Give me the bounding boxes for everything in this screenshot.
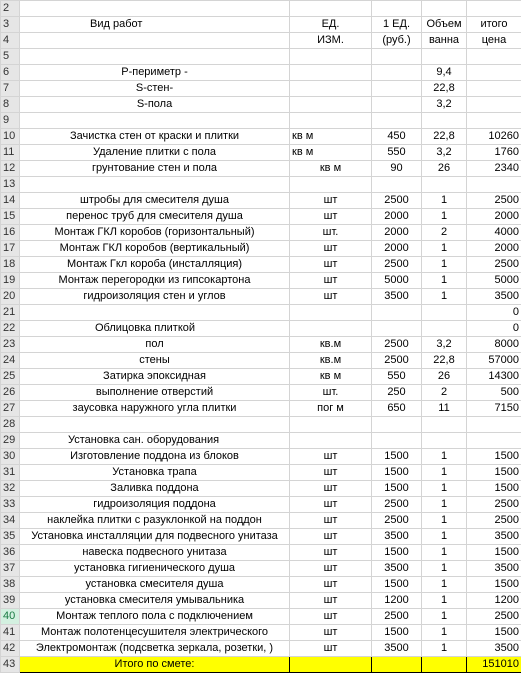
- cell-volume[interactable]: 1: [422, 609, 467, 625]
- row-header[interactable]: 26: [1, 385, 20, 401]
- cell-unit[interactable]: шт: [290, 513, 372, 529]
- cell-unit[interactable]: пог м: [290, 401, 372, 417]
- cell-work-type[interactable]: Монтаж теплого пола с подключением: [20, 609, 290, 625]
- cell-work-type[interactable]: заусовка наружного угла плитки: [20, 401, 290, 417]
- cell-volume[interactable]: [422, 305, 467, 321]
- cell-total-price[interactable]: 3500: [467, 561, 521, 577]
- cell-unit-price[interactable]: [372, 433, 422, 449]
- cell-unit-price[interactable]: 550: [372, 369, 422, 385]
- table-row: [1, 225, 521, 241]
- cell-volume[interactable]: 1: [422, 209, 467, 225]
- cell-work-type[interactable]: Затирка эпоксидная: [20, 369, 290, 385]
- row-header[interactable]: 7: [1, 81, 20, 97]
- cell-unit[interactable]: [290, 113, 372, 129]
- cell-unit-price[interactable]: 1500: [372, 545, 422, 561]
- cell-total-price[interactable]: 2000: [467, 241, 521, 257]
- row-header[interactable]: 38: [1, 577, 20, 593]
- table-row: [1, 321, 521, 337]
- cell-volume[interactable]: 1: [422, 449, 467, 465]
- row-header[interactable]: 35: [1, 529, 20, 545]
- cell-total-price[interactable]: 3500: [467, 641, 521, 657]
- cell-volume[interactable]: 1: [422, 529, 467, 545]
- cell-unit-price[interactable]: (руб.): [372, 33, 422, 49]
- cell-unit[interactable]: ИЗМ.: [290, 33, 372, 49]
- cell-unit[interactable]: шт: [290, 497, 372, 513]
- cell-work-type[interactable]: выполнение отверстий: [20, 385, 290, 401]
- cell-unit-price[interactable]: [372, 657, 422, 673]
- cell-volume[interactable]: 1: [422, 577, 467, 593]
- cell-volume[interactable]: 1: [422, 513, 467, 529]
- table-row: [1, 561, 521, 577]
- cell-unit-price[interactable]: 2500: [372, 337, 422, 353]
- row-header[interactable]: 24: [1, 353, 20, 369]
- cell-total-price[interactable]: [467, 417, 521, 433]
- row-header[interactable]: 25: [1, 369, 20, 385]
- cell-unit-price[interactable]: 3500: [372, 529, 422, 545]
- cell-unit[interactable]: шт: [290, 593, 372, 609]
- cell-unit[interactable]: шт: [290, 529, 372, 545]
- cell-total-price[interactable]: цена: [467, 33, 521, 49]
- cell-total-price[interactable]: итого: [467, 17, 521, 33]
- cell-volume[interactable]: 1: [422, 545, 467, 561]
- cell-total-price[interactable]: 10260: [467, 129, 521, 145]
- cell-volume[interactable]: 1: [422, 289, 467, 305]
- row-header[interactable]: 9: [1, 113, 20, 129]
- cell-volume[interactable]: 1: [422, 257, 467, 273]
- table-row: [1, 465, 521, 481]
- cell-unit-price[interactable]: [372, 177, 422, 193]
- table-row: [1, 129, 521, 145]
- table-row: [1, 193, 521, 209]
- row-header[interactable]: 12: [1, 161, 20, 177]
- cell-unit[interactable]: [290, 65, 372, 81]
- cell-unit-price[interactable]: 2000: [372, 241, 422, 257]
- cell-work-type[interactable]: Вид работ: [20, 17, 290, 33]
- row-header[interactable]: 20: [1, 289, 20, 305]
- cell-unit-price[interactable]: 2500: [372, 609, 422, 625]
- cell-total-price[interactable]: [467, 49, 521, 65]
- cell-total-price[interactable]: [467, 177, 521, 193]
- cell-unit-price[interactable]: 1200: [372, 593, 422, 609]
- cell-unit-price[interactable]: 1 ЕД.: [372, 17, 422, 33]
- row-header[interactable]: 34: [1, 513, 20, 529]
- cell-volume[interactable]: 3,2: [422, 337, 467, 353]
- cell-work-type[interactable]: [20, 417, 290, 433]
- table-row: [1, 97, 521, 113]
- cell-unit[interactable]: ЕД.: [290, 17, 372, 33]
- row-header[interactable]: 32: [1, 481, 20, 497]
- cell-volume[interactable]: [422, 177, 467, 193]
- cell-work-type[interactable]: Монтаж перегородки из гипсокартона: [20, 273, 290, 289]
- cell-unit[interactable]: [290, 417, 372, 433]
- cell-volume[interactable]: [422, 113, 467, 129]
- row-header[interactable]: 37: [1, 561, 20, 577]
- cell-total-price[interactable]: 1760: [467, 145, 521, 161]
- cell-unit-price[interactable]: 90: [372, 161, 422, 177]
- row-header[interactable]: 18: [1, 257, 20, 273]
- cell-unit[interactable]: шт: [290, 449, 372, 465]
- cell-unit-price[interactable]: 2500: [372, 497, 422, 513]
- cell-volume[interactable]: 1: [422, 241, 467, 257]
- table-row: [1, 385, 521, 401]
- table-row: [1, 353, 521, 369]
- table-row: [1, 1, 521, 17]
- cell-unit-price[interactable]: 1500: [372, 625, 422, 641]
- cell-total-price[interactable]: [467, 1, 521, 17]
- cell-work-type[interactable]: установка гигиенического душа: [20, 561, 290, 577]
- table-row: [1, 65, 521, 81]
- row-header[interactable]: 2: [1, 1, 20, 17]
- cell-total-price[interactable]: 3500: [467, 289, 521, 305]
- row-header[interactable]: 13: [1, 177, 20, 193]
- table-row: [1, 177, 521, 193]
- cell-unit-price[interactable]: 2000: [372, 225, 422, 241]
- cell-unit-price[interactable]: 1500: [372, 481, 422, 497]
- table-row: [1, 641, 521, 657]
- cell-work-type[interactable]: Р-периметр -: [20, 65, 290, 81]
- cell-unit[interactable]: [290, 305, 372, 321]
- cell-unit[interactable]: шт: [290, 481, 372, 497]
- cell-volume[interactable]: [422, 321, 467, 337]
- cell-unit-price[interactable]: 3500: [372, 641, 422, 657]
- cell-unit-price[interactable]: 550: [372, 145, 422, 161]
- cell-volume[interactable]: 1: [422, 497, 467, 513]
- cell-volume[interactable]: 22,8: [422, 353, 467, 369]
- table-row: [1, 113, 521, 129]
- row-header[interactable]: 28: [1, 417, 20, 433]
- cell-volume[interactable]: 3,2: [422, 97, 467, 113]
- cell-work-type[interactable]: установка смесителя душа: [20, 577, 290, 593]
- cell-total-price[interactable]: 1500: [467, 577, 521, 593]
- table-row: [1, 81, 521, 97]
- cell-volume[interactable]: 26: [422, 161, 467, 177]
- cell-total-price[interactable]: 0: [467, 305, 521, 321]
- cell-unit[interactable]: кв м: [290, 145, 372, 161]
- cell-unit-price[interactable]: [372, 97, 422, 113]
- cell-unit[interactable]: кв м: [290, 161, 372, 177]
- cell-unit[interactable]: кв м: [290, 369, 372, 385]
- table-row: [1, 513, 521, 529]
- cell-total-price[interactable]: 57000: [467, 353, 521, 369]
- cell-volume[interactable]: [422, 1, 467, 17]
- cell-unit-price[interactable]: 2000: [372, 209, 422, 225]
- cell-volume[interactable]: 2: [422, 225, 467, 241]
- cell-volume[interactable]: 1: [422, 641, 467, 657]
- cell-volume[interactable]: Объем: [422, 17, 467, 33]
- cell-volume[interactable]: 1: [422, 561, 467, 577]
- cell-unit-price[interactable]: [372, 321, 422, 337]
- table-row: [1, 449, 521, 465]
- table-row: [1, 609, 521, 625]
- cell-total-price[interactable]: 1500: [467, 449, 521, 465]
- cell-total-price[interactable]: [467, 433, 521, 449]
- cell-unit-price[interactable]: 2500: [372, 353, 422, 369]
- cell-volume[interactable]: 11: [422, 401, 467, 417]
- cell-volume[interactable]: [422, 657, 467, 673]
- cell-work-type[interactable]: гидроизоляция стен и углов: [20, 289, 290, 305]
- cell-unit[interactable]: кв.м: [290, 337, 372, 353]
- cell-volume[interactable]: 22,8: [422, 129, 467, 145]
- cell-work-type[interactable]: наклейка плитки с разуклонкой на поддон: [20, 513, 290, 529]
- cell-total-price[interactable]: 5000: [467, 273, 521, 289]
- cell-unit[interactable]: шт: [290, 257, 372, 273]
- row-header[interactable]: 30: [1, 449, 20, 465]
- cell-unit[interactable]: [290, 49, 372, 65]
- cell-unit[interactable]: шт: [290, 241, 372, 257]
- cell-volume[interactable]: ванна: [422, 33, 467, 49]
- cell-unit[interactable]: [290, 97, 372, 113]
- cell-total-price[interactable]: 151010: [467, 657, 521, 673]
- cell-unit-price[interactable]: [372, 113, 422, 129]
- row-header[interactable]: 14: [1, 193, 20, 209]
- row-header[interactable]: 10: [1, 129, 20, 145]
- cell-unit[interactable]: шт.: [290, 225, 372, 241]
- cell-total-price[interactable]: 1500: [467, 625, 521, 641]
- cell-unit[interactable]: кв м: [290, 129, 372, 145]
- row-header[interactable]: 16: [1, 225, 20, 241]
- cell-work-type[interactable]: [20, 177, 290, 193]
- cell-total-price[interactable]: 1500: [467, 465, 521, 481]
- row-header[interactable]: 40: [1, 609, 20, 625]
- cell-work-type[interactable]: перенос труб для смесителя душа: [20, 209, 290, 225]
- row-header[interactable]: 11: [1, 145, 20, 161]
- cell-total-price[interactable]: 1200: [467, 593, 521, 609]
- cell-total-price[interactable]: 500: [467, 385, 521, 401]
- cell-total-price[interactable]: 3500: [467, 529, 521, 545]
- cell-work-type[interactable]: Облицовка плиткой: [20, 321, 290, 337]
- cell-volume[interactable]: 2: [422, 385, 467, 401]
- cell-unit[interactable]: [290, 1, 372, 17]
- cell-work-type[interactable]: установка смесителя умывальника: [20, 593, 290, 609]
- cell-work-type[interactable]: Удаление плитки с пола: [20, 145, 290, 161]
- table-row: [1, 593, 521, 609]
- cell-work-type[interactable]: гидроизоляция поддона: [20, 497, 290, 513]
- row-header[interactable]: 5: [1, 49, 20, 65]
- spreadsheet-body: [1, 1, 521, 673]
- cell-total-price[interactable]: 1500: [467, 545, 521, 561]
- cell-volume[interactable]: 26: [422, 369, 467, 385]
- table-row: [1, 257, 521, 273]
- cell-work-type[interactable]: Установка трапа: [20, 465, 290, 481]
- cell-unit-price[interactable]: 5000: [372, 273, 422, 289]
- table-row: [1, 209, 521, 225]
- cell-total-price[interactable]: 1500: [467, 481, 521, 497]
- row-header[interactable]: 15: [1, 209, 20, 225]
- cell-total-price[interactable]: [467, 97, 521, 113]
- cell-work-type[interactable]: Установка инсталляции для подвесного унитаза: [20, 529, 290, 545]
- table-row: [1, 657, 521, 673]
- cell-volume[interactable]: 3,2: [422, 145, 467, 161]
- cell-work-type[interactable]: [20, 305, 290, 321]
- cell-work-type[interactable]: штробы для смесителя душа: [20, 193, 290, 209]
- cell-volume[interactable]: 1: [422, 193, 467, 209]
- cell-total-price[interactable]: 8000: [467, 337, 521, 353]
- cell-work-type[interactable]: Монтаж полотенцесушителя электрического: [20, 625, 290, 641]
- table-row: [1, 273, 521, 289]
- cell-work-type[interactable]: [20, 1, 290, 17]
- row-header[interactable]: 31: [1, 465, 20, 481]
- cell-volume[interactable]: [422, 433, 467, 449]
- row-header[interactable]: 19: [1, 273, 20, 289]
- cell-unit-price[interactable]: [372, 81, 422, 97]
- cell-unit-price[interactable]: [372, 65, 422, 81]
- cell-unit[interactable]: шт: [290, 625, 372, 641]
- cell-volume[interactable]: 9,4: [422, 65, 467, 81]
- row-header[interactable]: 33: [1, 497, 20, 513]
- cell-unit[interactable]: шт: [290, 465, 372, 481]
- cell-work-type[interactable]: Зачистка стен от краски и плитки: [20, 129, 290, 145]
- cell-total-price[interactable]: [467, 65, 521, 81]
- cell-unit[interactable]: [290, 657, 372, 673]
- cell-work-type[interactable]: Установка сан. оборудования: [20, 433, 290, 449]
- cell-total-price[interactable]: 2500: [467, 497, 521, 513]
- table-row: [1, 241, 521, 257]
- cell-unit[interactable]: шт: [290, 209, 372, 225]
- row-header[interactable]: 29: [1, 433, 20, 449]
- cell-total-price[interactable]: 0: [467, 321, 521, 337]
- table-row: [1, 305, 521, 321]
- cell-unit-price[interactable]: 3500: [372, 561, 422, 577]
- cell-total-price[interactable]: 2500: [467, 513, 521, 529]
- cell-work-type[interactable]: стены: [20, 353, 290, 369]
- cell-volume[interactable]: [422, 49, 467, 65]
- row-header[interactable]: 6: [1, 65, 20, 81]
- cell-total-price[interactable]: [467, 113, 521, 129]
- cell-work-type[interactable]: Монтаж Гкл короба (инсталляция): [20, 257, 290, 273]
- row-header[interactable]: 43: [1, 657, 20, 673]
- table-row: [1, 33, 521, 49]
- table-row: [1, 161, 521, 177]
- cell-volume[interactable]: 1: [422, 273, 467, 289]
- cell-total-price[interactable]: 2500: [467, 257, 521, 273]
- row-header[interactable]: 3: [1, 17, 20, 33]
- cell-unit-price[interactable]: 1500: [372, 449, 422, 465]
- cell-unit-price[interactable]: 650: [372, 401, 422, 417]
- cell-work-type[interactable]: [20, 113, 290, 129]
- row-header[interactable]: 17: [1, 241, 20, 257]
- table-row: [1, 289, 521, 305]
- cell-total-price[interactable]: 4000: [467, 225, 521, 241]
- cell-work-type[interactable]: Итого по смете:: [20, 657, 290, 673]
- cell-unit[interactable]: шт: [290, 545, 372, 561]
- cell-unit-price[interactable]: [372, 305, 422, 321]
- table-row: [1, 577, 521, 593]
- cell-unit[interactable]: кв.м: [290, 353, 372, 369]
- cell-unit-price[interactable]: 1500: [372, 577, 422, 593]
- cell-volume[interactable]: 1: [422, 625, 467, 641]
- table-row: [1, 401, 521, 417]
- cell-work-type[interactable]: Заливка поддона: [20, 481, 290, 497]
- table-row: [1, 337, 521, 353]
- table-row: [1, 433, 521, 449]
- table-row: [1, 545, 521, 561]
- row-header[interactable]: 8: [1, 97, 20, 113]
- cell-unit[interactable]: [290, 321, 372, 337]
- cell-unit[interactable]: шт: [290, 609, 372, 625]
- table-row: [1, 497, 521, 513]
- cell-unit-price[interactable]: 1500: [372, 465, 422, 481]
- cell-work-type[interactable]: [20, 49, 290, 65]
- cell-total-price[interactable]: 14300: [467, 369, 521, 385]
- cell-unit[interactable]: шт: [290, 561, 372, 577]
- row-header[interactable]: 42: [1, 641, 20, 657]
- table-row: [1, 145, 521, 161]
- cell-unit[interactable]: [290, 177, 372, 193]
- row-header[interactable]: 21: [1, 305, 20, 321]
- cell-volume[interactable]: [422, 417, 467, 433]
- cell-unit[interactable]: шт: [290, 289, 372, 305]
- cell-unit[interactable]: шт: [290, 273, 372, 289]
- cell-volume[interactable]: 1: [422, 465, 467, 481]
- cell-work-type[interactable]: [20, 33, 290, 49]
- cell-volume[interactable]: 1: [422, 481, 467, 497]
- cell-total-price[interactable]: 2500: [467, 193, 521, 209]
- table-row: [1, 481, 521, 497]
- row-header[interactable]: 23: [1, 337, 20, 353]
- table-row: [1, 529, 521, 545]
- cell-unit[interactable]: [290, 81, 372, 97]
- cell-work-type[interactable]: навеска подвесного унитаза: [20, 545, 290, 561]
- cell-unit[interactable]: шт: [290, 641, 372, 657]
- table-row: [1, 49, 521, 65]
- cell-unit[interactable]: шт.: [290, 385, 372, 401]
- row-header[interactable]: 39: [1, 593, 20, 609]
- cell-total-price[interactable]: 2000: [467, 209, 521, 225]
- cell-unit-price[interactable]: 2500: [372, 513, 422, 529]
- cell-unit[interactable]: [290, 433, 372, 449]
- table-row: [1, 17, 521, 33]
- cell-work-type[interactable]: Изготовление поддона из блоков: [20, 449, 290, 465]
- cell-volume[interactable]: 1: [422, 593, 467, 609]
- row-header[interactable]: 4: [1, 33, 20, 49]
- table-row: [1, 417, 521, 433]
- cell-total-price[interactable]: 7150: [467, 401, 521, 417]
- table-row: [1, 625, 521, 641]
- cell-unit-price[interactable]: 250: [372, 385, 422, 401]
- row-header[interactable]: 36: [1, 545, 20, 561]
- cell-unit-price[interactable]: [372, 49, 422, 65]
- cell-unit[interactable]: шт: [290, 577, 372, 593]
- cell-unit[interactable]: шт: [290, 193, 372, 209]
- cell-work-type[interactable]: S-пола: [20, 97, 290, 113]
- cell-work-type[interactable]: Электромонтаж (подсветка зеркала, розетки, ): [20, 641, 290, 657]
- cell-total-price[interactable]: 2500: [467, 609, 521, 625]
- cell-unit-price[interactable]: 2500: [372, 193, 422, 209]
- cell-work-type[interactable]: Монтаж ГКЛ коробов (вертикальный): [20, 241, 290, 257]
- cell-total-price[interactable]: [467, 81, 521, 97]
- cell-unit-price[interactable]: 2500: [372, 257, 422, 273]
- row-header[interactable]: 41: [1, 625, 20, 641]
- cell-unit-price[interactable]: [372, 417, 422, 433]
- cell-work-type[interactable]: грунтование стен и пола: [20, 161, 290, 177]
- cell-work-type[interactable]: S-стен-: [20, 81, 290, 97]
- cell-unit-price[interactable]: 450: [372, 129, 422, 145]
- row-header[interactable]: 22: [1, 321, 20, 337]
- table-row: [1, 369, 521, 385]
- row-header[interactable]: 27: [1, 401, 20, 417]
- cell-work-type[interactable]: пол: [20, 337, 290, 353]
- cell-unit-price[interactable]: [372, 1, 422, 17]
- cell-work-type[interactable]: Монтаж ГКЛ коробов (горизонтальный): [20, 225, 290, 241]
- cell-unit-price[interactable]: 3500: [372, 289, 422, 305]
- cell-total-price[interactable]: 2340: [467, 161, 521, 177]
- cell-volume[interactable]: 22,8: [422, 81, 467, 97]
